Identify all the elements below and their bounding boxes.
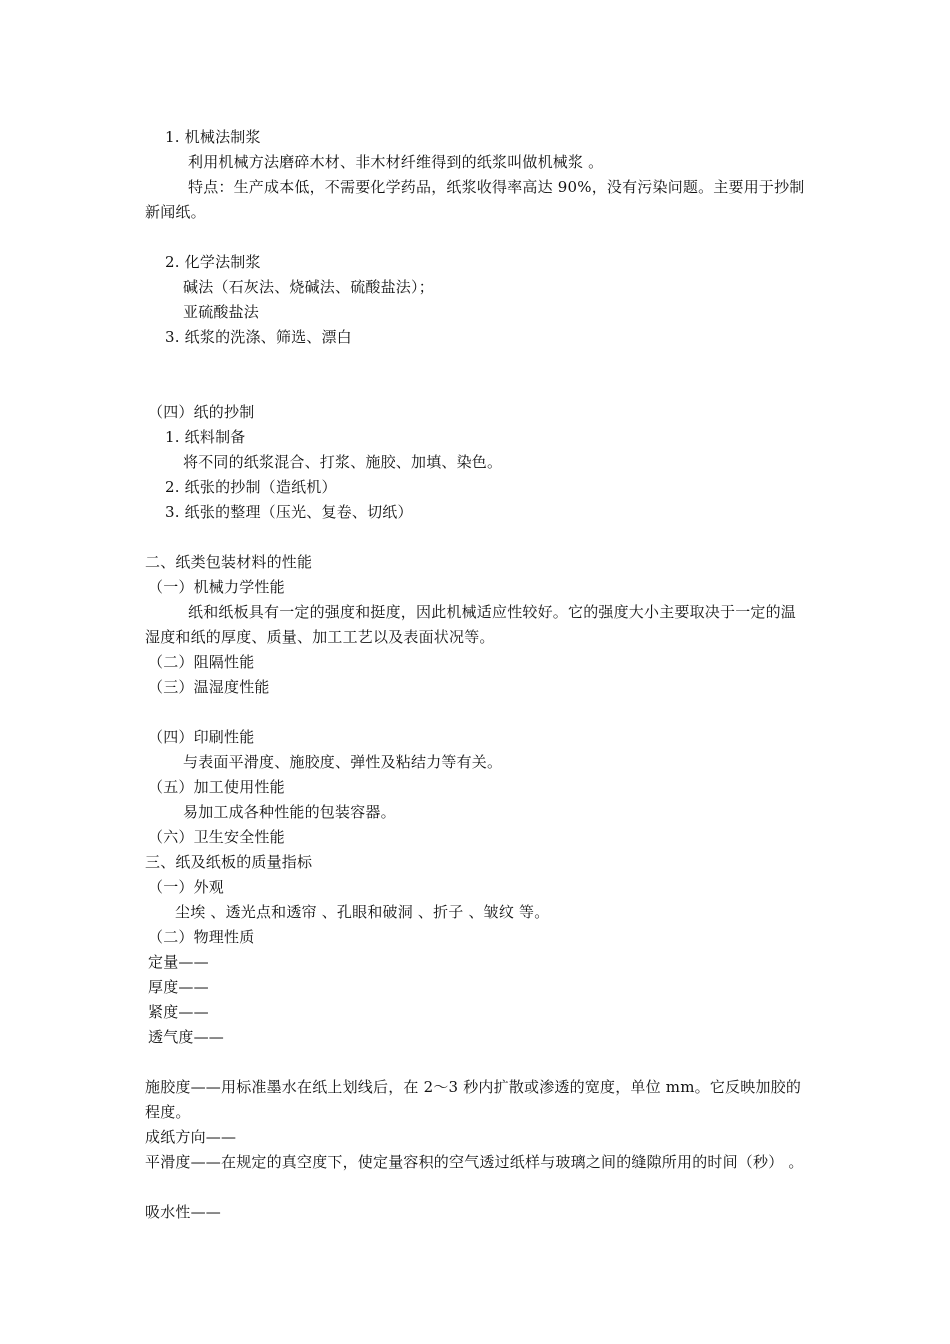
paragraph-stock-preparation: 将不同的纸浆混合、打浆、施胶、加填、染色。 — [183, 453, 503, 471]
heading-processing-properties: （五）加工使用性能 — [148, 778, 285, 796]
heading-mechanical-properties: （一）机械力学性能 — [148, 578, 285, 596]
paragraph-mechanical-pulp-definition: 利用机械方法磨碎木材、非木材纤维得到的纸浆叫做机械浆 。 — [188, 153, 604, 171]
paragraph-processing-properties: 易加工成各种性能的包装容器。 — [183, 803, 396, 821]
paragraph-mechanical-pulp-features: 特点：生产成本低，不需要化学药品，纸浆收得率高达 90%，没有污染问题。主要用于抄制新闻纸。 — [145, 178, 805, 221]
heading-chemical-pulping: 2. 化学法制浆 — [165, 253, 261, 271]
heading-pulp-washing: 3. 纸浆的洗涤、筛选、漂白 — [165, 328, 352, 346]
heading-physical-properties: （二）物理性质 — [148, 928, 255, 946]
list-item-sulfite-method: 亚硫酸盐法 — [183, 303, 260, 321]
term-air-permeability: 透气度—— — [148, 1028, 225, 1046]
heading-paper-making: （四）纸的抄制 — [148, 403, 255, 421]
heading-printing-properties: （四）印刷性能 — [148, 728, 255, 746]
paragraph-printing-properties: 与表面平滑度、施胶度、弹性及粘结力等有关。 — [183, 753, 503, 771]
heading-mechanical-pulping: 1. 机械法制浆 — [165, 128, 261, 146]
paragraph-smoothness: 平滑度——在规定的真空度下，使定量容积的空气透过纸样与玻璃之间的缝隙所用的时间（秒） 。 — [145, 1153, 804, 1171]
heading-hygiene-safety: （六）卫生安全性能 — [148, 828, 285, 846]
list-item-alkaline-method: 碱法（石灰法、烧碱法、硫酸盐法）； — [183, 278, 434, 296]
heading-temperature-humidity: （三）温湿度性能 — [148, 678, 270, 696]
term-thickness: 厚度—— — [148, 978, 209, 996]
heading-stock-preparation: 1. 纸料制备 — [165, 428, 246, 446]
heading-barrier-properties: （二）阻隔性能 — [148, 653, 255, 671]
term-grain-direction: 成纸方向—— — [145, 1128, 237, 1146]
paragraph-sizing-degree: 施胶度——用标准墨水在纸上划线后，在 2～3 秒内扩散或渗透的宽度，单位 mm。它反映加胶的程度。 — [145, 1078, 802, 1121]
heading-appearance: （一）外观 — [148, 878, 225, 896]
term-basis-weight: 定量—— — [148, 953, 209, 971]
heading-sheet-forming: 2. 纸张的抄制（造纸机） — [165, 478, 337, 496]
heading-sheet-finishing: 3. 纸张的整理（压光、复卷、切纸） — [165, 503, 413, 521]
section-heading-paper-properties: 二、纸类包装材料的性能 — [145, 553, 313, 571]
term-water-absorption: 吸水性—— — [145, 1203, 222, 1221]
section-heading-quality-indicators: 三、纸及纸板的质量指标 — [145, 853, 313, 871]
term-tightness: 紧度—— — [148, 1003, 209, 1021]
paragraph-mechanical-properties: 纸和纸板具有一定的强度和挺度，因此机械适应性较好。它的强度大小主要取决于一定的温湿度和纸的厚度、质量、加工工艺以及表面状况等。 — [145, 603, 797, 646]
paragraph-appearance-defects: 尘埃 、透光点和透帘 、孔眼和破洞 、折子 、皱纹 等。 — [175, 903, 550, 921]
